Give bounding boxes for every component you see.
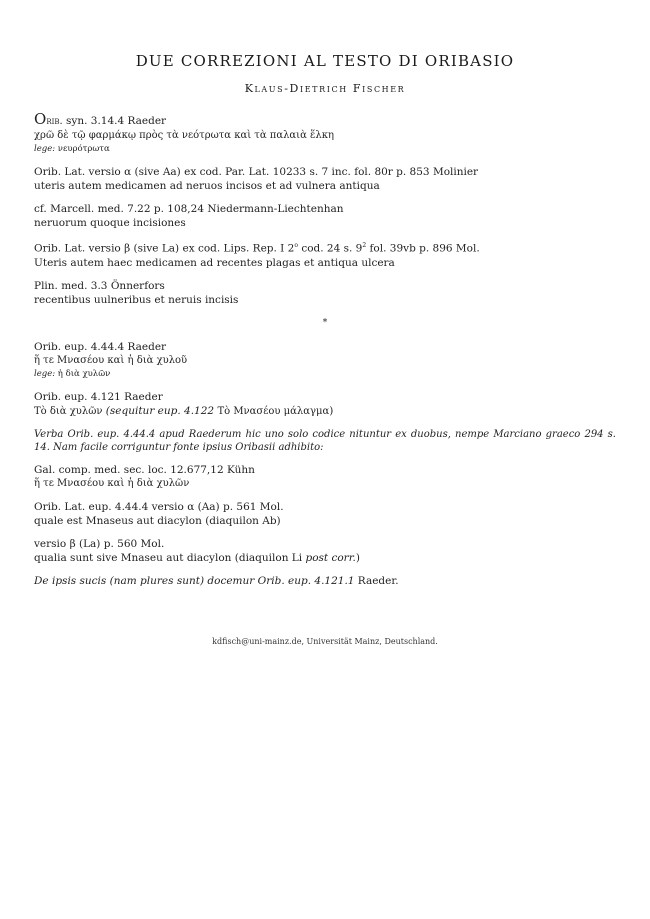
commentary-paragraph: Verba Orib. eup. 4.44.4 apud Raederum hic uno solo codice nituntur ex duobus, nempe Marciano graeco 294 s. 14. Nam facile corriguntur fonte ipsius Oribasii adhibito: [34, 428, 616, 453]
citation-source: Orib. Lat. eup. 4.44.4 versio α (Aa) p. 561 Mol. [34, 500, 284, 513]
citation-oribasius-synopsis [34, 112, 616, 156]
author-abbrev: rib. [46, 116, 63, 127]
greek-quote: ἥ τε Μνασέου καὶ ἡ διὰ χυλῶν [34, 477, 190, 489]
citation-text [34, 551, 616, 565]
citation-block [34, 500, 616, 528]
citation-oribasius-euporista [34, 340, 616, 381]
author-name: Klaus-Dietrich Fischer [244, 82, 406, 95]
citation-text: Uteris autem haec medicamen ad recentes plagas et antiqua ulcera [34, 256, 395, 269]
citation-text: neruorum quoque incisiones [34, 217, 186, 229]
citation-text: uteris autem medicamen ad neruos incisos et ad vulnera antiqua [34, 180, 380, 192]
emendation [34, 143, 616, 156]
superscript: 2 [362, 242, 367, 249]
italic-note: post corr. [305, 551, 356, 564]
italic-note: (sequitur eup. 4.122 [102, 404, 218, 417]
source-part: fol. 39vb p. 896 Mol. [366, 242, 480, 255]
lege-text: νευρότρωτα [57, 144, 110, 154]
greek-phrase: Τὸ διὰ χυλῶν [34, 405, 103, 417]
citation-source: Plin. med. 3.3 Önnerfors [34, 279, 165, 292]
article-body [34, 112, 616, 597]
citation-block [34, 390, 616, 419]
greek-phrase: Τὸ Μνασέου μάλαγμα [217, 405, 330, 417]
citation-source: Orib. eup. 4.121 Raeder [34, 390, 163, 403]
drop-letter: O [34, 110, 47, 128]
italic-sentence: De ipsis sucis (nam plures sunt) docemur Orib. eup. 4.121.1 [34, 574, 355, 587]
article-title: DUE CORREZIONI AL TESTO DI ORIBASIO [135, 52, 515, 70]
citation-text: recentibus uulneribus et neruis incisis [34, 293, 239, 306]
text-part: qualia sunt sive Mnaseu aut diacylon (diaquilon Li [34, 551, 306, 564]
section-separator: * [322, 317, 328, 328]
emendation [34, 368, 616, 381]
citation-source: cf. Marcell. med. 7.22 p. 108,24 Niedermann-Liechtenhan [34, 203, 344, 215]
text-part: ) [355, 551, 361, 564]
superscript: o [294, 242, 298, 249]
source-part: cod. 24 s. 9 [297, 242, 363, 255]
citation-text [34, 404, 616, 419]
footer-affiliation: kdfisch@uni-mainz.de, Universität Mainz, Deutschland. [212, 637, 438, 646]
citation-block [34, 537, 616, 565]
closing-sentence [34, 574, 616, 588]
source-part: Orib. Lat. versio β (sive La) ex cod. Lips. Rep. I 2 [34, 242, 295, 255]
greek-quote: ἥ τε Μνασέου καὶ ἡ διὰ χυλοῦ [34, 354, 188, 366]
citation-block [34, 279, 616, 307]
citation-source: Orib. Lat. versio α (sive Aa) ex cod. Par. Lat. 10233 s. 7 inc. fol. 80r p. 853 Molinier [34, 166, 479, 178]
citation-text: quale est Mnaseus aut diacylon (diaquilon Ab) [34, 514, 281, 527]
citation-source: versio β (La) p. 560 Mol. [34, 537, 165, 550]
citation-ref: syn. 3.14.4 Raeder [62, 115, 167, 127]
lege-label: lege: [34, 144, 56, 154]
lege-text: ἡ διὰ χυλῶν [57, 368, 111, 379]
greek-quote: χρῶ δὲ τῷ φαρμάκῳ πρὸς τὰ νεότρωτα καὶ τὰ παλαιὰ ἕλκη [34, 130, 334, 141]
citation-heading: Orib. eup. 4.44.4 Raeder [34, 340, 167, 353]
lege-label: lege: [34, 368, 56, 379]
citation-block [34, 202, 616, 230]
citation-heading [34, 112, 616, 129]
text-part: Raeder. [354, 574, 399, 587]
citation-block [34, 239, 616, 270]
close-paren: ) [329, 404, 334, 417]
citation-block [34, 463, 616, 491]
citation-source: Gal. comp. med. sec. loc. 12.677,12 Kühn [34, 463, 255, 476]
citation-block [34, 165, 616, 193]
citation-source [34, 239, 616, 256]
